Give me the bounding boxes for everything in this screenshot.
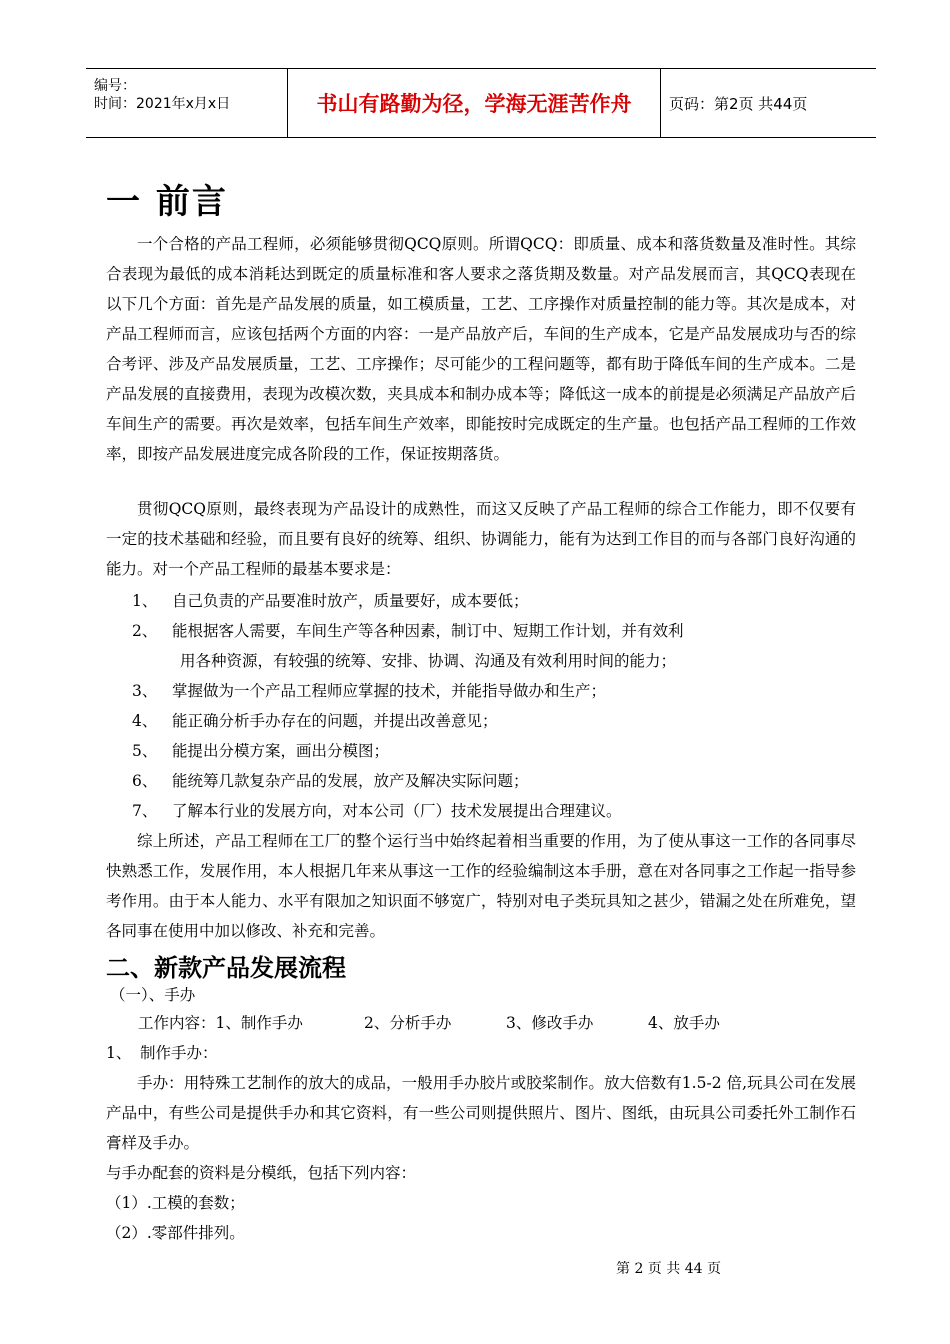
header-motto-cell (288, 69, 661, 137)
work-item-4: 4、放手办 (648, 1014, 720, 1032)
work-item-2: 2、分析手办 (364, 1014, 452, 1032)
list-number: 5、 (132, 742, 158, 760)
list-number: 3、 (132, 682, 158, 700)
list-item: 能根据客人需要，车间生产等各种因素，制订中、短期工作计划，并有效利 (172, 622, 684, 640)
list-number: 2、 (132, 622, 158, 640)
list-item: 掌握做为一个产品工程师应掌握的技术，并能指导做办和生产； (172, 682, 607, 700)
list-item: 能提出分模方案，画出分模图； (172, 742, 390, 760)
list-item: 能正确分析手办存在的问题，并提出改善意见； (172, 712, 498, 730)
section-title-new-product-flow: 二、新款产品发展流程 (106, 954, 346, 982)
header-meta-cell (86, 69, 288, 137)
list-number: 7、 (132, 802, 158, 820)
work-content-label: 工作内容：1、制作手办 (138, 1014, 303, 1032)
motto: 书山有路勤为径，学海无涯苦作舟 (316, 92, 632, 116)
list-item: 了解本行业的发展方向，对本公司（厂）技术发展提出合理建议。 (172, 802, 622, 820)
list-number: 1、 (132, 592, 158, 610)
item-number: 1、 (106, 1044, 132, 1062)
time-label: 时间：2021年x月x日 (94, 96, 231, 112)
list-number: 6、 (132, 772, 158, 790)
paragraph-handmade-sample: 手办：用特殊工艺制作的放大的成品，一般用手办胶片或胶桨制作。放大倍数有1.5-2 倍,玩具公司在发展产品中，有些公司是提供手办和其它资料，有一些公司则提供照片、图片、图纸，由玩具公司委托外工制作石膏样及手办。 (106, 1074, 856, 1152)
paragraph-qcq: 贯彻QCQ原则，最终表现为产品设计的成熟性，而这又反映了产品工程师的综合工作能力，即不仅要有一定的技术基础和经验，而且要有良好的统筹、组织、协调能力，能有为达到工作目的而与各部门良好沟通的能力。对一个产品工程师的最基本要求是： (106, 500, 856, 578)
text-line: （1）.工模的套数； (106, 1194, 245, 1212)
list-item: 能统筹几款复杂产品的发展，放产及解决实际问题； (172, 772, 529, 790)
list-number: 4、 (132, 712, 158, 730)
number-label: 编号： (94, 78, 136, 94)
text-line: （2）.零部件排列。 (106, 1224, 245, 1242)
subsection-title: （一）、手办 (110, 986, 196, 1004)
page-header (86, 68, 876, 138)
list-item-continuation: 用各种资源，有较强的统筹、安排、协调、沟通及有效利用时间的能力； (180, 652, 677, 670)
page-label: 页码：第2页 共44页 (669, 94, 808, 113)
paragraph-summary: 综上所述，产品工程师在工厂的整个运行当中始终起着相当重要的作用，为了使从事这一工作的各同事尽快熟悉工作，发展作用，本人根据几年来从事这一工作的经验编制这本手册，意在对各同事之工作起一指导参考作用。由于本人能力、水平有限加之知识面不够宽广，特别对电子类玩具知之甚少，错漏之处在所难免，望各同事在使用中加以修改、补充和完善。 (106, 832, 856, 940)
paragraph-intro: 一个合格的产品工程师，必须能够贯彻QCQ原则。所谓QCQ：即质量、成本和落货数量及准时性。其综合表现为最低的成本消耗达到既定的质量标准和客人要求之落货期及数量。对产品发展而言，其QCQ表现在以下几个方面：首先是产品发展的质量，如工模质量，工艺、工序操作对质量控制的能力等。其次是成本，对产品工程师而言，应该包括两个方面的内容：一是产品放产后，车间的生产成本，它是产品发展成功与否的综合考评、涉及产品发展质量，工艺、工序操作；尽可能少的工程问题等，都有助于降低车间的生产成本。二是产品发展的直接费用，表现为改模次数，夹具成本和制办成本等；降低这一成本的前提是必须满足产品放产后车间生产的需要。再次是效率，包括车间生产效率，即能按时完成既定的生产量。也包括产品工程师的工作效率，即按产品发展进度完成各阶段的工作，保证按期落货。 (106, 235, 856, 463)
section-title-foreword: 一 前言 (106, 182, 228, 222)
item-title: 制作手办： (140, 1044, 218, 1062)
text-line: 与手办配套的资料是分模纸，包括下列内容： (106, 1164, 417, 1182)
page-footer: 第 2 页 共 44 页 (616, 1261, 721, 1277)
header-page-cell (661, 69, 876, 137)
list-item: 自己负责的产品要准时放产，质量要好，成本要低； (172, 592, 529, 610)
work-item-3: 3、修改手办 (506, 1014, 594, 1032)
